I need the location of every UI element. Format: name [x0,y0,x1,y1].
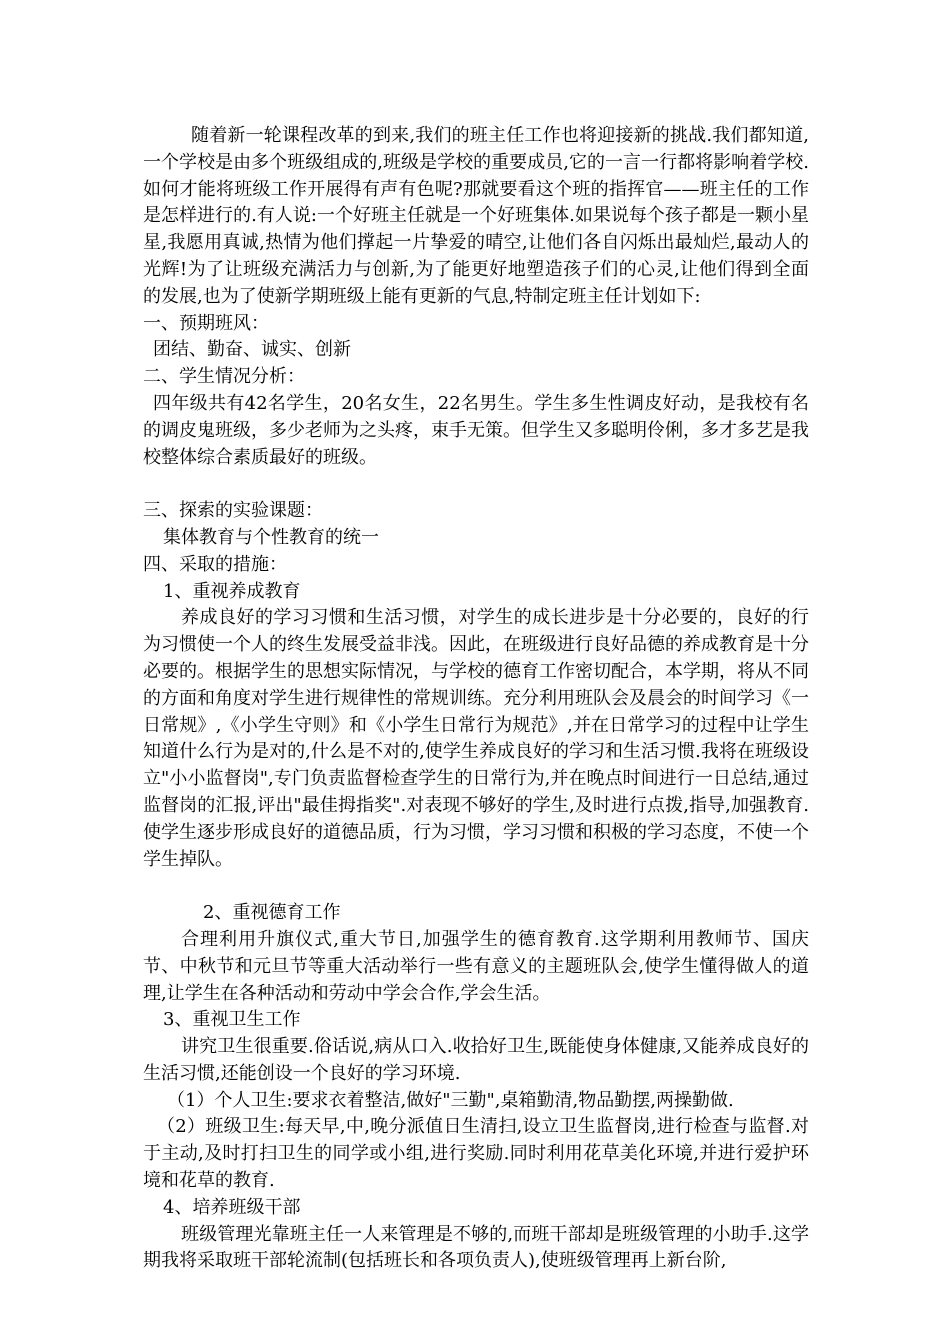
subsection-text: 养成良好的学习习惯和生活习惯，对学生的成长进步是十分必要的，良好的行为习惯使一个人的终生发展受益非浅。因此，在班级进行良好品德的养成教育是十分必要的。根据学生的思想实际情况，与学校的德育工作密切配合，本学期，将从不同的方面和角度对学生进行规律性的常规训练。充分利用班队会及晨会的时间学习《一日常规》,《小学生守则》和《小学生日常行为规范》,并在日常学习的过程中让学生知道什么行为是对的,什么是不对的,使学生养成良好的学习和生活习惯.我将在班级设立"小小监督岗",专门负责监督检查学生的日常行为,并在晚点时间进行一日总结,通过监督岗的汇报,评出"最佳拇指奖".对表现不够好的学生,及时进行点拨,指导,加强教育.使学生逐步形成良好的道德品质，行为习惯，学习习惯和积极的学习态度，不使一个学生掉队。 [143,607,809,870]
subsection-text: 讲究卫生很重要.俗话说,病从口入.收拾好卫生,既能使身体健康,又能养成良好的生活习惯,还能创设一个良好的学习环境. [143,1036,809,1084]
section-heading: 四、采取的措施： [143,553,287,575]
section-heading: 一、预期班风： [143,312,269,334]
section-heading: 三、探索的实验课题： [143,500,323,522]
section-heading: 二、学生情况分析： [143,366,305,388]
subsection-title: 4、培养班级干部 [163,1196,301,1218]
section-text: 团结、勤奋、诚实、创新 [153,339,351,361]
intro-paragraph: 随着新一轮课程改革的到来,我们的班主任工作也将迎接新的挑战.我们都知道,一个学校是由多个班级组成的,班级是学校的重要成员,它的一言一行都将影响着学校.如何才能将班级工作开展得有声有色呢?那就要看这个班的指挥官——班主任的工作是怎样进行的.有人说:一个好班主任就是一个好班集体.如果说每个孩子都是一颗小星星,我愿用真诚,热情为他们撑起一片挚爱的晴空,让他们各自闪烁出最灿烂,最动人的光辉!为了让班级充满活力与创新,为了能更好地塑造孩子们的心灵,让他们得到全面的发展,也为了使新学期班级上能有更新的气息,特制定班主任计划如下: [143,125,809,307]
section-text: 四年级共有42名学生，20名女生，22名男生。学生多生性调皮好动，是我校有名的调皮鬼班级，多少老师为之头疼，束手无策。但学生又多聪明伶俐，多才多艺是我校整体综合素质最好的班级。 [143,392,809,468]
subsection-title: 3、重视卫生工作 [163,1009,301,1031]
subsection-text: 合理利用升旗仪式,重大节日,加强学生的德育教育.这学期利用教师节、国庆节、中秋节和元旦节等重大活动举行一些有意义的主题班队会,使学生懂得做人的道理,让学生在各种活动和劳动中学会合作,学会生活。 [143,928,809,1004]
blank-line [143,873,809,900]
section-text: 集体教育与个性教育的统一 [163,526,379,548]
subsection-item: （2）班级卫生:每天早,中,晚分派值日生清扫,设立卫生监督岗,进行检查与监督.对于主动,及时打扫卫生的同学或小组,进行奖励.同时利用花草美化环境,并进行爱护环境和花草的教育. [143,1116,809,1192]
blank-line [143,471,809,498]
subsection-text: 班级管理光靠班主任一人来管理是不够的,而班干部却是班级管理的小助手.这学期我将采取班干部轮流制(包括班长和各项负责人),使班级管理再上新台阶, [143,1223,809,1272]
subsection-item: （1）个人卫生:要求衣着整洁,做好"三勤",桌箱勤清,物品勤摆,两操勤做. [167,1089,734,1111]
document-body [143,123,809,1275]
subsection-title: 2、重视德育工作 [203,902,341,924]
subsection-title: 1、重视养成教育 [163,580,301,602]
